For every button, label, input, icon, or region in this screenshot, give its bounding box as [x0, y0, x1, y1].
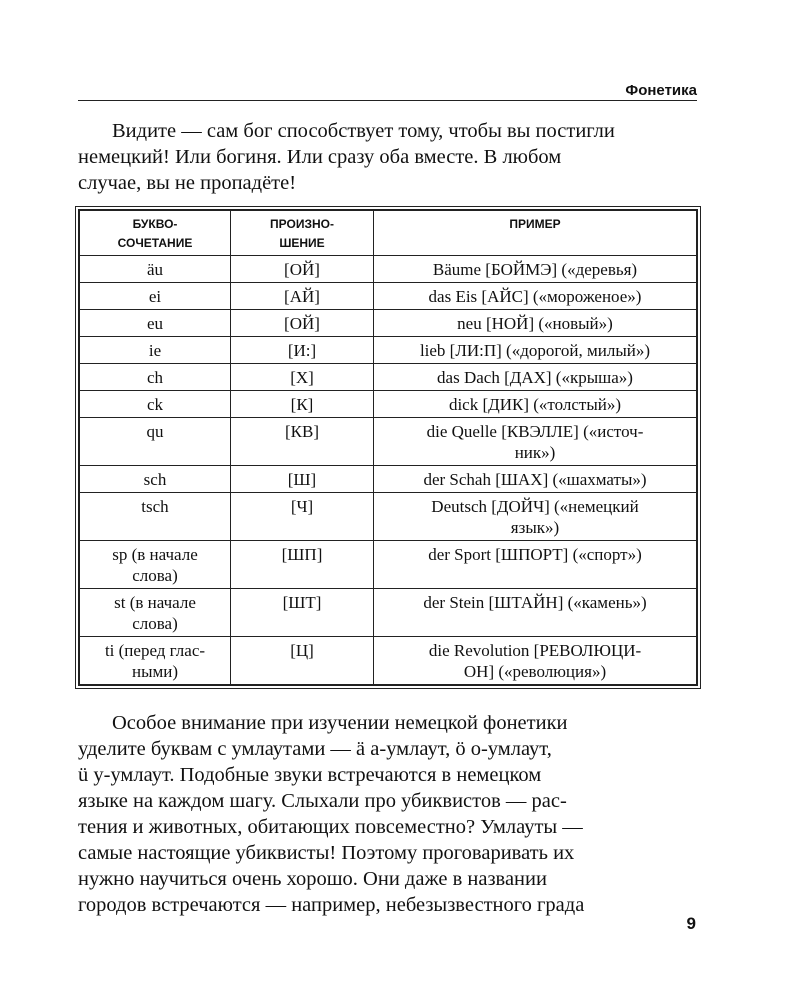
pronunciation-cell — [231, 310, 374, 337]
example-cell-line: Deutsch [ДОЙЧ] («немецкий — [431, 497, 639, 516]
pronunciation-cell-line: [ШП] — [281, 545, 323, 564]
combination-cell — [79, 283, 231, 310]
example-cell-line: dick [ДИК] («толстый») — [448, 395, 622, 414]
pronunciation-cell — [231, 637, 374, 686]
section-title: Фонетика — [625, 82, 697, 99]
pronunciation-cell-line: [Х] — [290, 368, 314, 387]
header-line: ШЕНИЕ — [279, 236, 325, 250]
text-line: Особое внимание при изучении немецкой фонетики — [112, 712, 568, 734]
body-paragraph — [78, 710, 697, 918]
example-cell-line: язык») — [510, 518, 560, 537]
intro-paragraph — [78, 118, 697, 196]
table-header-row — [79, 210, 697, 256]
table-row — [79, 541, 697, 589]
example-cell-line: lieb [ЛИ:П] («дорогой, милый») — [419, 341, 651, 360]
combination-cell — [79, 589, 231, 637]
text-line: языке на каждом шагу. Слыхали про убиквистов — рас- — [78, 790, 567, 812]
example-cell — [374, 337, 698, 364]
text-line: случае, вы не пропадёте! — [78, 172, 297, 194]
combination-cell-line: eu — [146, 314, 164, 333]
combination-cell — [79, 364, 231, 391]
table-row — [79, 310, 697, 337]
example-cell — [374, 256, 698, 283]
combination-cell-line: sp (в начале — [112, 545, 198, 564]
example-cell — [374, 310, 698, 337]
pronunciation-cell-line: [АЙ] — [284, 287, 320, 306]
combination-cell — [79, 541, 231, 589]
pronunciation-cell-line: [Ч] — [290, 497, 314, 516]
pronunciation-cell — [231, 256, 374, 283]
table-row — [79, 418, 697, 466]
table-row — [79, 283, 697, 310]
pronunciation-cell-line: [Ш] — [287, 470, 317, 489]
pronunciation-cell-line: [Ц] — [290, 641, 314, 660]
text-line: ü у-умлаут. Подобные звуки встречаются в немецком — [78, 764, 542, 786]
combination-cell-line: tsch — [141, 497, 169, 516]
example-cell-line: ник») — [514, 443, 556, 462]
pronunciation-cell — [231, 589, 374, 637]
combination-cell-line: qu — [146, 422, 164, 441]
example-cell — [374, 418, 698, 466]
column-header-example: ПРИМЕР — [374, 210, 698, 256]
combination-cell-line: ными) — [131, 662, 179, 681]
example-cell-line: die Quelle [КВЭЛЛЕ] («источ- — [426, 422, 644, 441]
table-row — [79, 256, 697, 283]
pronunciation-cell-line: [ОЙ] — [284, 260, 320, 279]
text-line: Видите — сам бог способствует тому, чтобы вы постигли — [112, 120, 615, 142]
pronunciation-cell-line: [КВ] — [285, 422, 319, 441]
combination-cell-line: ie — [148, 341, 162, 360]
pronunciation-cell — [231, 418, 374, 466]
combination-cell — [79, 256, 231, 283]
table-row — [79, 637, 697, 686]
table-row — [79, 337, 697, 364]
example-cell-line: die Revolution [РЕВОЛЮЦИ- — [428, 641, 642, 660]
example-cell-line: der Stein [ШТАЙН] («камень») — [423, 593, 647, 612]
text-line: городов встречаются — например, небезызвестного града — [78, 894, 585, 916]
combination-cell — [79, 337, 231, 364]
header-line: ПРОИЗНО- — [270, 217, 334, 231]
combination-cell — [79, 418, 231, 466]
combination-cell-line: слова) — [132, 614, 178, 633]
running-header — [78, 78, 697, 101]
example-cell — [374, 493, 698, 541]
header-line: БУКВО- — [132, 217, 178, 231]
table-row — [79, 391, 697, 418]
combination-cell-line: ck — [146, 395, 164, 414]
example-cell-line: der Sport [ШПОРТ] («спорт») — [428, 545, 642, 564]
combination-cell-line: слова) — [132, 566, 178, 585]
example-cell-line: das Eis [АЙС] («мороженое») — [428, 287, 642, 306]
example-cell-line: das Dach [ДАХ] («крыша») — [437, 368, 633, 387]
pronunciation-cell — [231, 466, 374, 493]
phonetics-table — [78, 209, 698, 686]
pronunciation-cell-line: [ОЙ] — [284, 314, 320, 333]
pronunciation-cell — [231, 283, 374, 310]
combination-cell-line: ch — [146, 368, 164, 387]
pronunciation-cell — [231, 493, 374, 541]
combination-cell — [79, 466, 231, 493]
pronunciation-cell — [231, 541, 374, 589]
combination-cell-line: ei — [148, 287, 162, 306]
table-row — [79, 493, 697, 541]
combination-cell-line: st (в начале — [114, 593, 196, 612]
table-row — [79, 589, 697, 637]
example-cell — [374, 541, 698, 589]
table-row — [79, 466, 697, 493]
example-cell-line: neu [НОЙ] («новый») — [457, 314, 613, 333]
combination-cell-line: sch — [143, 470, 167, 489]
example-cell — [374, 589, 698, 637]
pronunciation-cell-line: [К] — [290, 395, 314, 414]
example-cell-line: Bäume [БОЙМЭ] («деревья) — [432, 260, 638, 279]
text-line: тения и животных, обитающих повсеместно? Умлауты — — [78, 816, 583, 838]
combination-cell — [79, 637, 231, 686]
pronunciation-cell — [231, 391, 374, 418]
column-header-pronunciation — [231, 210, 374, 256]
table-body — [79, 256, 697, 686]
page-number: 9 — [686, 914, 696, 933]
text-line: немецкий! Или богиня. Или сразу оба вместе. В любом — [78, 146, 562, 168]
table-row — [79, 364, 697, 391]
example-cell-line: der Schah [ШАХ] («шахматы») — [423, 470, 647, 489]
pronunciation-cell — [231, 364, 374, 391]
pronunciation-cell-line: [ШТ] — [282, 593, 322, 612]
example-cell — [374, 466, 698, 493]
example-cell — [374, 283, 698, 310]
example-cell — [374, 637, 698, 686]
text-line: уделите буквам с умлаутами — ä а-умлаут, ö о-умлаут, — [78, 738, 552, 760]
combination-cell — [79, 493, 231, 541]
combination-cell-line: äu — [146, 260, 164, 279]
column-header-combination — [79, 210, 231, 256]
combination-cell — [79, 391, 231, 418]
example-cell — [374, 391, 698, 418]
example-cell — [374, 364, 698, 391]
combination-cell — [79, 310, 231, 337]
combination-cell-line: ti (перед глас- — [104, 641, 206, 660]
example-cell-line: ОН] («революция») — [463, 662, 607, 681]
header-line: СОЧЕТАНИЕ — [117, 236, 193, 250]
text-line: нужно научиться очень хорошо. Они даже в названии — [78, 868, 547, 890]
pronunciation-cell — [231, 337, 374, 364]
text-line: самые настоящие убиквисты! Поэтому проговаривать их — [78, 842, 575, 864]
pronunciation-cell-line: [И:] — [287, 341, 317, 360]
